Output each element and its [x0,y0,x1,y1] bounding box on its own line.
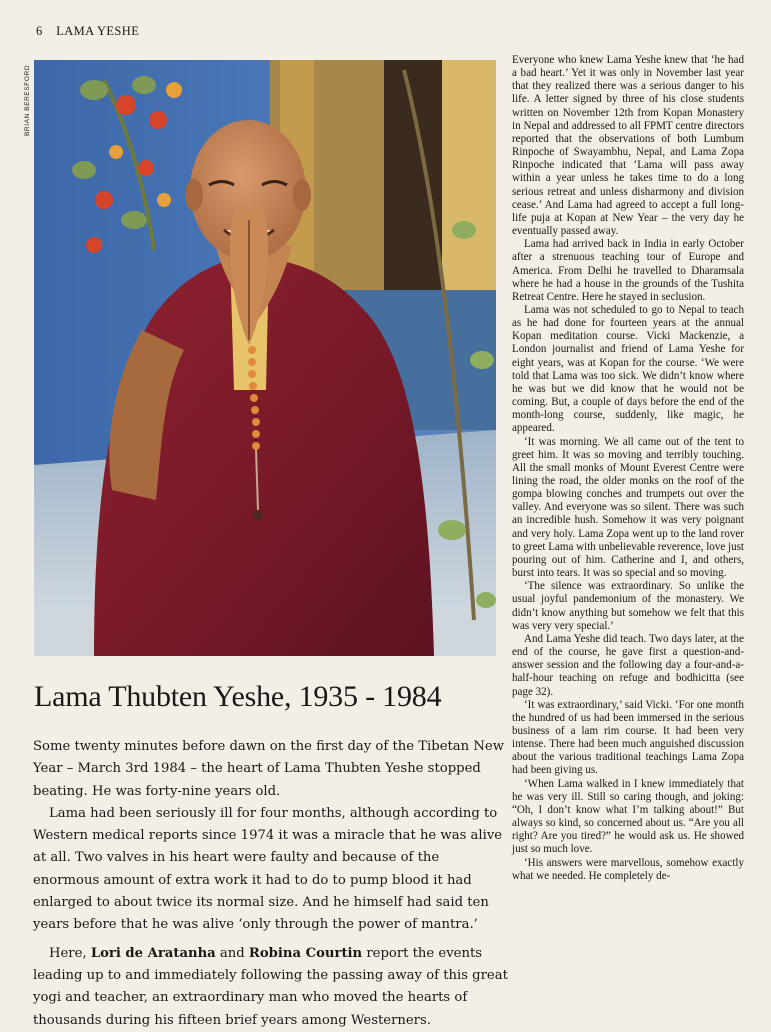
body-paragraph: And Lama Yeshe did teach. Two days later, at the end of the course, he gave first a question-and-answer session and the following day a four-and-a-half-hour teaching on refuge and bodhicitta (see page 32). [512,632,744,698]
article-intro [33,736,508,1032]
running-title: LAMA YESHE [56,24,140,38]
body-paragraph: ‘His answers were marvellous, somehow exactly what we needed. He completely de- [512,856,744,882]
intro-paragraph: Some twenty minutes before dawn on the first day of the Tibetan New Year – March 3rd 1984 – the heart of Lama Thubten Yeshe stopped beating. He was forty-nine years old. [33,739,504,799]
intro-paragraph: Lama had been seriously ill for four months, although according to Western medical reports since 1974 it was a miracle that he was alive at all. Two valves in his heart were faulty and because of the enormous amount of extra work it had to do to pump blood it had enlarged to about twice its normal size. And he himself had said ten years before that he was alive ‘only through the power of mantra.’ [33,805,503,933]
body-paragraph: ‘It was morning. We all came out of the tent to greet him. It was so moving and terribly touching. All the small monks of Mount Everest Centre were lining the road, the older monks on the roof of the gompa blowing conches and trumpets out over the valley. And everyone was so silent. There was such an incredible hush. Somehow it was very poignant and very holy. Lama Zopa went up to the land rover to greet Lama with unbelievable reverence, love just pouring out of him. Catherine and I, and others, burst into tears. It was so special and so moving. [512,435,744,580]
intro-credits-paragraph: Here, Lori de Aratanha and Robina Courtin report the events leading up to and immediately following the passing away of this great yogi and teacher, an extraordinary man who moved the hearts of thousands during his fifteen brief years among Westerners. [33,945,508,1028]
article-headline: Lama Thubten Yeshe, 1935 - 1984 [34,680,442,713]
page-number: 6 [36,24,43,38]
article-body-column [512,54,744,883]
body-paragraph: Everyone who knew Lama Yeshe knew that ‘he had a bad heart.’ Yet it was only in November last year that they realized there was a serious danger to his life. A letter signed by three of his close students written on November 12th from Kopan Monastery in Nepal and addressed to all FPMT centre directors reported that the observations of both Lumbum Rinpoche of Swayambhu, Nepal, and Lama Zopa Rinpoche indicated that ‘Lama will pass away within a year unless he takes time to do a long serious retreat and unless disharmony and division cease.’ And Lama had agreed to accept a full long-life puja at Kopan at New Year – the very day he eventually passed away. [512,54,744,238]
author-name: Lori de Aratanha [90,945,216,961]
body-paragraph: Lama had arrived back in India in early October after a strenuous teaching tour of Europe and America. From Delhi he travelled to Dharamsala where he had a house in the grounds of the Tushita Retreat Centre. Here he stayed in seclusion. [512,238,744,303]
photo-credit-text: BRIAN BERESFORD [24,64,31,136]
author-name: Robina Courtin [248,945,363,961]
running-header [36,24,139,39]
body-paragraph: ‘When Lama walked in I knew immediately that he was very ill. Still so caring though, and joking: “Oh, I don’t know what I’m talking about!” But always so kind, so concerned about us. “Are you all right? Are you tired?” he would ask us. He showed just so much love. [512,777,744,856]
body-paragraph: Lama was not scheduled to go to Nepal to teach as he had done for fourteen years at the annual Kopan meditation course. Vicki Mackenzie, a London journalist and friend of Lama Yeshe for eight years, was at Kopan for the course. ‘We were told that Lama was too sick. We didn’t know where he was but we did know that he would not be coming. But, a couple of days before the end of the month-long course, suddenly, like magic, he appeared. [512,303,744,435]
portrait-photo [34,60,496,656]
body-paragraph: ‘The silence was extraordinary. So unlike the usual joyful pandemonium of the monastery. We didn’t know anything but somehow we felt that this was very very special.’ [512,580,744,632]
body-paragraph: ‘It was extraordinary,’ said Vicki. ‘For one month the hundred of us had been immersed in the serious business of a lam rim course. It had been very intense. There had been much anguished discussion about the various traditional teachings Lama Zopa had been giving us. [512,698,744,777]
